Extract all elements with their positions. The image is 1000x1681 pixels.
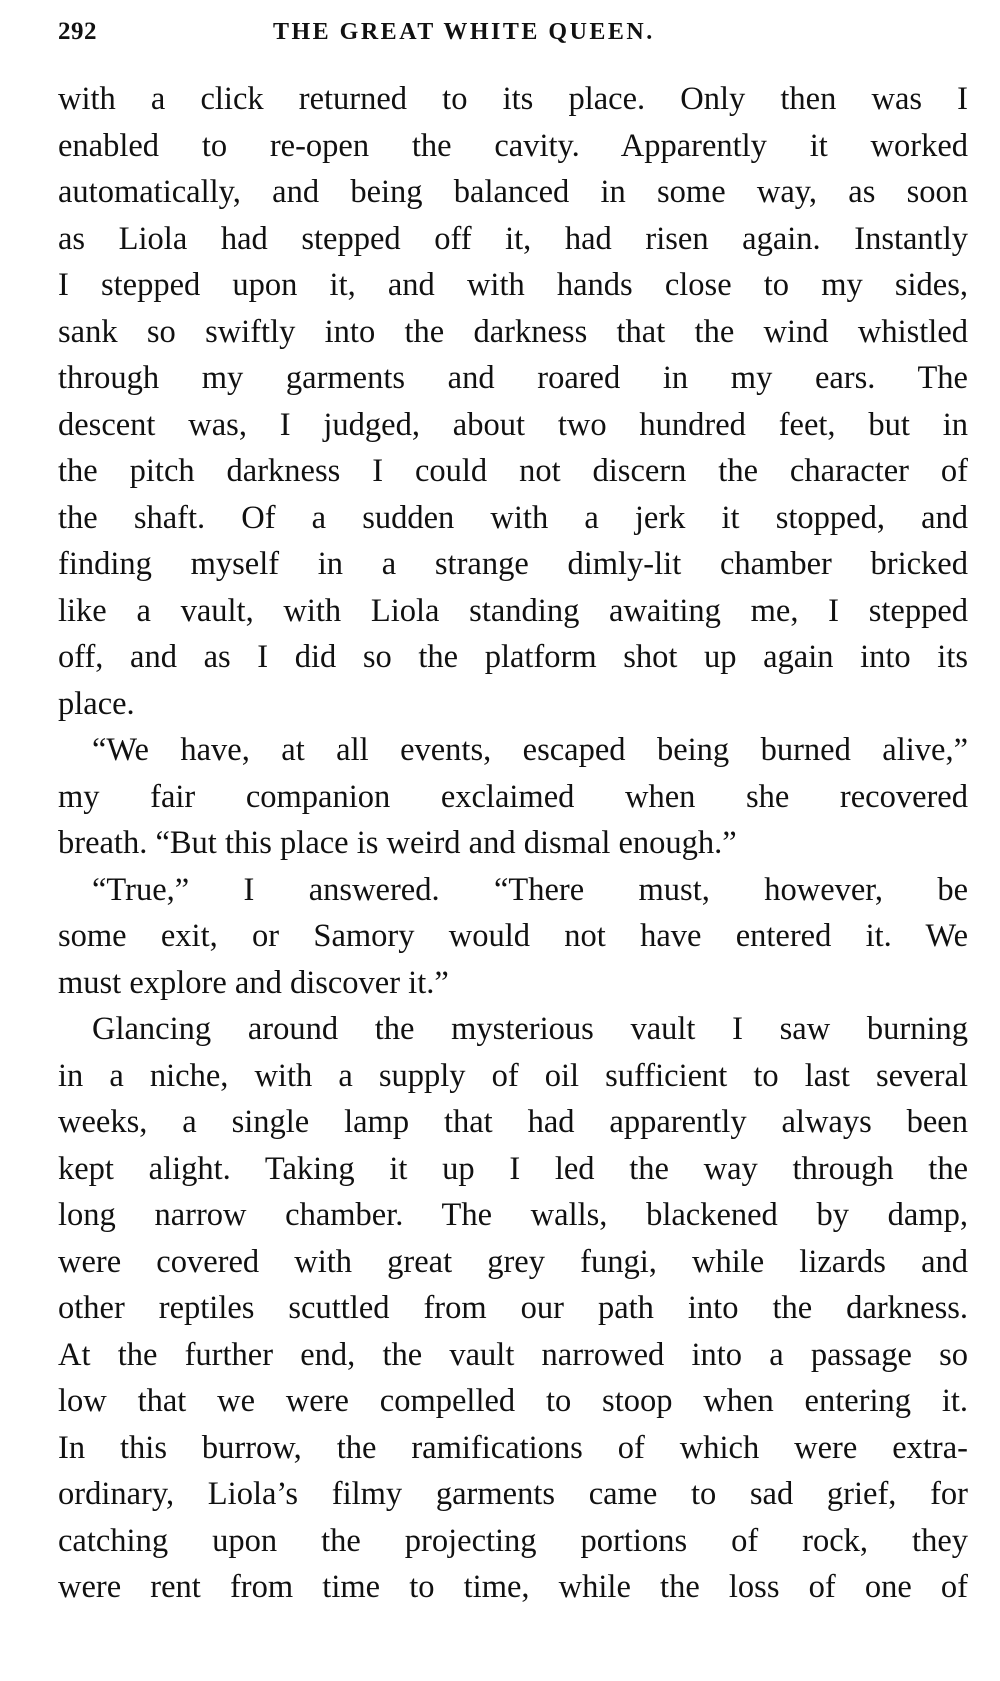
text-line: In this burrow, the ramifications of which were extra- (58, 1429, 968, 1466)
text-line: “We have, at all events, escaped being burned alive,” (92, 732, 968, 768)
text-line: weeks, a single lamp that had apparently always been (58, 1104, 968, 1140)
text-line: place. (58, 685, 135, 722)
running-title: THE GREAT WHITE QUEEN. (273, 19, 655, 45)
text-line: finding myself in a strange dimly-lit chamber bricked (58, 546, 968, 582)
text-line: Glancing around the mysterious vault I saw burning (92, 1011, 968, 1047)
text-line: ordinary, Liola’s filmy garments came to sad grief, for (58, 1476, 968, 1512)
text-line: the pitch darkness I could not discern the character of (58, 453, 968, 489)
text-line: low that we were compelled to stoop when entering it. (58, 1383, 968, 1419)
text-line: some exit, or Samory would not have entered it. We (58, 918, 968, 954)
text-line: my fair companion exclaimed when she recovered (58, 778, 968, 815)
text-line: catching upon the projecting portions of rock, they (58, 1522, 968, 1559)
text-line: through my garments and roared in my ears. The (58, 360, 968, 396)
text-line: the shaft. Of a sudden with a jerk it stopped, and (58, 499, 968, 536)
text-line: breath. “But this place is weird and dismal enough.” (58, 825, 737, 861)
text-line: were covered with great grey fungi, while lizards and (58, 1243, 968, 1280)
text-line: as Liola had stepped off it, had risen again. Instantly (58, 220, 968, 257)
text-line: enabled to re-open the cavity. Apparently it worked (58, 127, 968, 164)
text-line: kept alight. Taking it up I led the way through the (58, 1150, 968, 1187)
text-line: “True,” I answered. “There must, however, be (92, 871, 968, 908)
page-header (58, 18, 968, 58)
text-line: long narrow chamber. The walls, blackened by damp, (58, 1197, 968, 1233)
text-line: with a click returned to its place. Only then was I (58, 81, 968, 117)
text-line: like a vault, with Liola standing awaiting me, I stepped (58, 592, 968, 629)
text-line: other reptiles scuttled from our path into the darkness. (58, 1290, 968, 1326)
text-line: in a niche, with a supply of oil sufficient to last several (58, 1057, 968, 1094)
text-line: must explore and discover it.” (58, 964, 449, 1001)
body-text (58, 76, 968, 1611)
text-line: sank so swiftly into the darkness that the wind whistled (58, 313, 968, 350)
text-line: At the further end, the vault narrowed into a passage so (58, 1336, 968, 1373)
text-line: I stepped upon it, and with hands close to my sides, (58, 267, 968, 303)
page-number: 292 (58, 18, 97, 45)
text-line: off, and as I did so the platform shot up again into its (58, 639, 968, 675)
text-line: descent was, I judged, about two hundred feet, but in (58, 406, 968, 443)
text-line: were rent from time to time, while the loss of one of (58, 1569, 968, 1605)
text-line: automatically, and being balanced in some way, as soon (58, 174, 968, 210)
